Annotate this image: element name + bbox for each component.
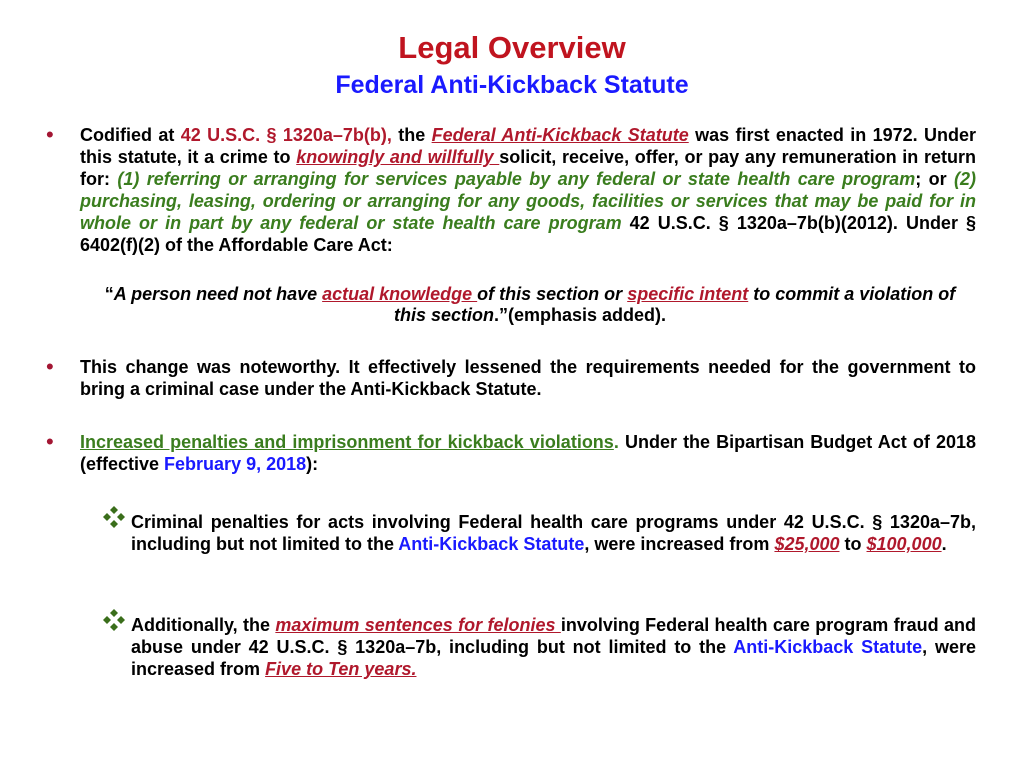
s2-text-5: , were increased from [131,637,976,679]
s2-text-3: involving Federal health care program fraud and abuse under 42 U.S.C. § 1320a–7b, including but not limited to the [131,615,976,657]
s2-text-1: Additionally, the [131,615,276,635]
s1-new-amount: $100,000 [866,534,942,554]
bullet-dot-icon: • [46,122,54,147]
four-diamond-icon [101,608,127,632]
sub-bullet-2-paragraph [131,614,976,680]
quote-specific-intent: specific intent [627,284,749,304]
b1-text-1: Codified at [80,125,181,145]
b3-heading: Increased penalties and imprisonment for kickback violations [80,432,614,452]
b3-close: ): [306,454,319,474]
quote-open: “ [104,284,114,304]
bullet-1-paragraph [80,124,976,256]
b1-clause-2: (2) purchasing, leasing, ordering or arranging for any goods, facilities or services that may be paid for in whole or in part by any federal or state health care program [80,169,976,233]
s1-text-3: , were increased from [584,534,775,554]
quote-text-1: A person need not have [113,284,323,304]
quote-text-3: to commit a violation of this section [393,284,956,325]
s1-statute: Anti-Kickback Statute [398,534,585,554]
slide-subtitle: Federal Anti-Kickback Statute [335,71,689,99]
b1-knowingly-willfully: knowingly and willfully [296,147,500,167]
s1-text-7: . [941,534,947,554]
s2-years: Five to Ten years. [265,659,417,679]
b1-clause-1: (1) referring or arranging for services payable by any federal or state health care program [117,169,916,189]
b1-statute-name: Federal Anti-Kickback Statute [431,125,689,145]
b1-text-9: ; or [915,169,954,189]
s1-text-5: to [839,534,867,554]
aca-quote [100,284,960,326]
b3-period: . [613,432,619,452]
bullet-dot-icon: • [46,354,54,379]
s2-statute: Anti-Kickback Statute [733,637,923,657]
s1-text-1: Criminal penalties for acts involving Federal health care programs under 42 U.S.C. § 1320a–7b, including but not limited to the [131,512,976,554]
b3-text: Under the Bipartisan Budget Act of 2018 (effective [80,432,976,474]
s2-max-sentences: maximum sentences for felonies [275,615,561,635]
b1-text-11: 42 U.S.C. § 1320a–7b(b)(2012). Under § 6402(f)(2) of the Affordable Care Act: [80,213,977,255]
b3-date: February 9, 2018 [164,454,307,474]
b1-text-7: solicit, receive, offer, or pay any remuneration in return for: [80,147,976,189]
sub-bullet-1-paragraph [131,511,976,555]
four-diamond-icon [101,505,127,529]
b1-text-3: the [391,125,432,145]
bullet-dot-icon: • [46,429,54,454]
slide-title: Legal Overview [398,30,626,65]
bullet-2-paragraph: This change was noteworthy. It effectively lessened the requirements needed for the government to bring a criminal case under the Anti-Kickback Statute. [80,357,976,399]
quote-close: .”(emphasis added). [493,305,667,325]
b1-text-5: was first enacted in 1972. Under this statute, it a crime to [80,125,976,167]
s1-old-amount: $25,000 [774,534,840,554]
quote-text-2: of this section or [477,284,628,304]
quote-actual-knowledge: actual knowledge [322,284,478,304]
b1-citation: 42 U.S.C. § 1320a–7b(b), [180,125,392,145]
bullet-3-paragraph [80,431,976,475]
